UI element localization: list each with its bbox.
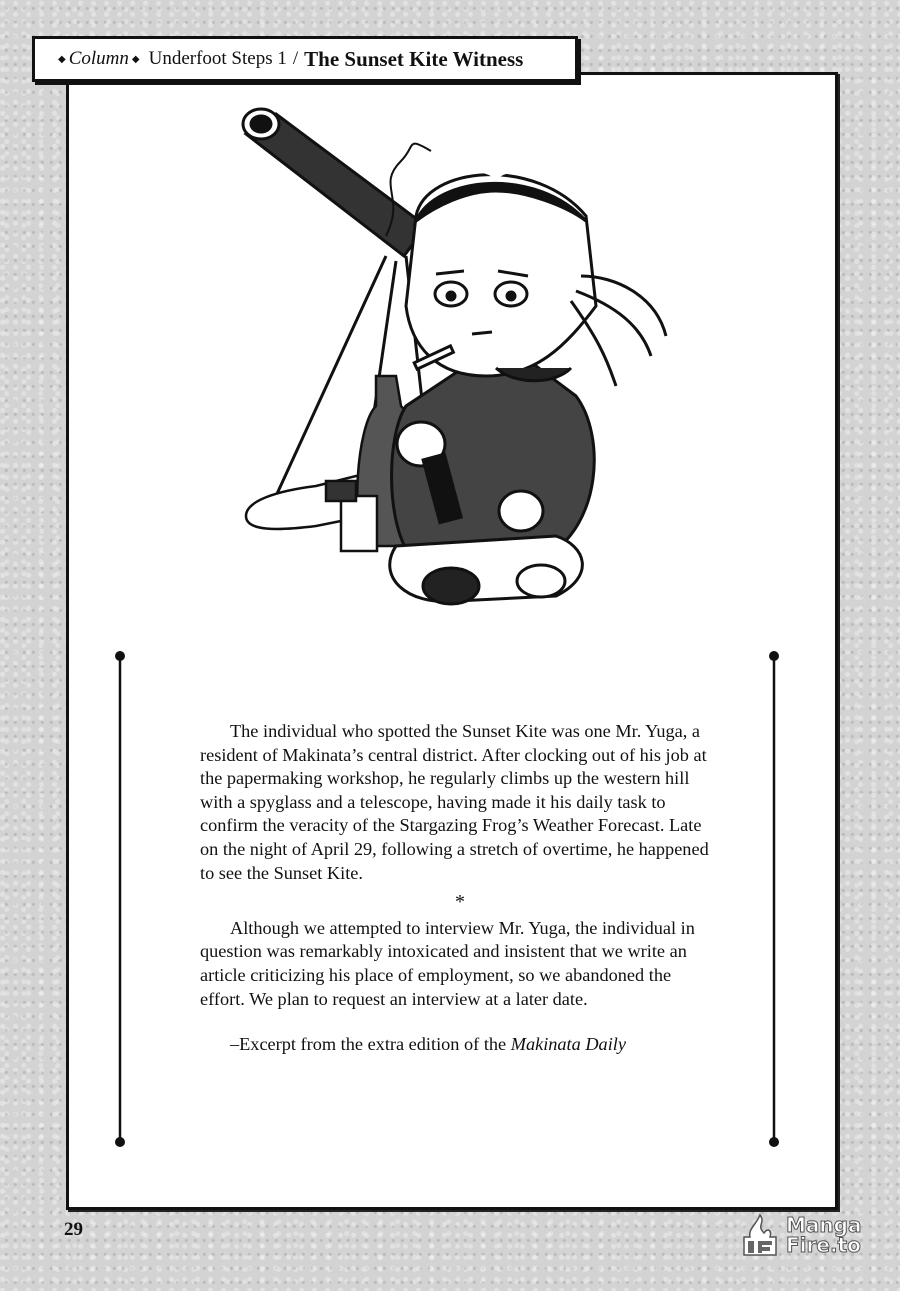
watermark-line-2: Fire.to [786,1233,861,1257]
watermark-text [784,1215,861,1255]
diamond-bullet-icon: ◆ [58,53,66,65]
article-credit [200,1033,720,1057]
site-watermark [736,1209,876,1261]
character-body [390,366,595,604]
diamond-bullet-icon: ◆ [131,53,140,65]
left-ornament-rule [112,650,132,1150]
feature-title: The Sunset Kite Witness [304,46,524,71]
column-title-bar [32,36,578,82]
credit-source: Makinata Daily [510,1034,626,1055]
watermark-line-1: Manga [786,1213,862,1237]
article-body [200,720,720,1057]
flame-logo-icon [736,1211,784,1259]
article-paragraph-1: The individual who spotted the Sunset Kite was one Mr. Yuga, a resident of Makinata’s central district. After clocking out of his job at the papermaking workshop, he regularly climbs up the western hill with a spyglass and a telescope, having made it his daily task to confirm the veracity of the Stargazing Frog’s Weather Forecast. Late on the night of April 29, following a stretch of overtime, he happened to see the Sunset Kite. [200,721,709,883]
article-paragraph-2: Although we attempted to interview Mr. Yuga, the individual in question was remarkably intoxicated and insistent that we write an article criticizing his place of employment, so we abandoned the effort. We plan to request an interview at a later date. [200,917,695,1009]
section-divider: * [455,891,465,914]
title-separator: / [292,48,299,69]
column-label: Column [68,48,129,69]
credit-prefix: –Excerpt from the extra edition of the [230,1034,511,1055]
series-title: Underfoot Steps 1 [148,48,287,69]
character-head [406,168,666,386]
right-ornament-rule [764,650,784,1150]
page-number: 29 [64,1219,83,1240]
witness-illustration [236,106,676,626]
